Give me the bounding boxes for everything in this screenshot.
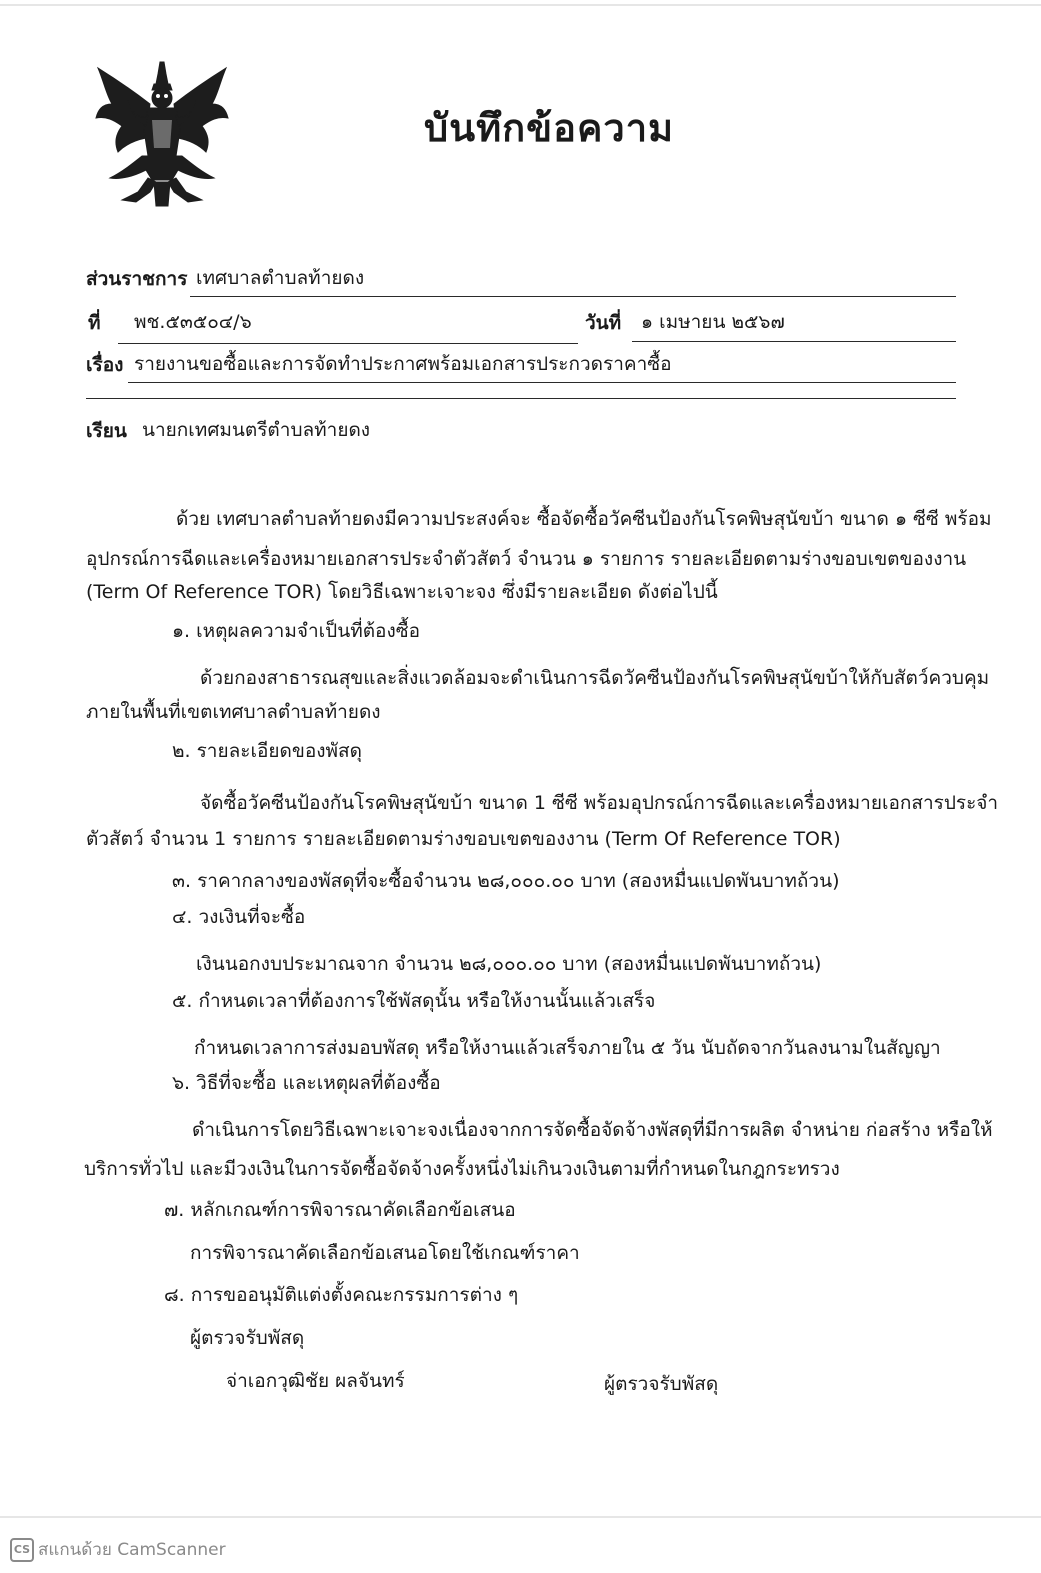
ref-rule	[118, 343, 578, 344]
section-7-heading: ๗. หลักเกณฑ์การพิจารณาคัดเลือกข้อเสนอ	[164, 1199, 516, 1221]
section-1-heading: ๑. เหตุผลความจำเป็นที่ต้องซื้อ	[172, 620, 421, 642]
garuda-emblem	[92, 60, 232, 212]
agency-value: เทศบาลตำบลท้ายดง	[196, 267, 365, 289]
section-3-heading: ๓. ราคากลางของพัสดุที่จะซื้อจำนวน ๒๘,๐๐๐.๐๐ บาท (สองหมื่นแปดพันบาทถ้วน)	[172, 870, 840, 892]
subject-rule	[128, 382, 956, 383]
scanner-text: สแกนด้วย CamScanner	[38, 1540, 226, 1560]
section-4-heading: ๔. วงเงินที่จะซื้อ	[172, 906, 306, 928]
section-5-text: กำหนดเวลาการส่งมอบพัสดุ หรือให้งานแล้วเสร็จภายใน ๕ วัน นับถัดจากวันลงนามในสัญญา	[194, 1037, 941, 1059]
intro-line-2: อุปกรณ์การฉีดและเครื่องหมายเอกสารประจำตัวสัตว์ จำนวน ๑ รายการ รายละเอียดตามร่างขอบเขตของงาน	[86, 548, 967, 570]
inspector-role: ผู้ตรวจรับพัสดุ	[604, 1373, 719, 1395]
intro-line-1: ด้วย เทศบาลตำบลท้ายดงมีความประสงค์จะ ซื้อจัดซื้อวัคซีนป้องกันโรคพิษสุนัขบ้า ขนาด ๑ ซีซี พร้อม	[176, 508, 992, 530]
section-2-heading: ๒. รายละเอียดของพัสดุ	[172, 740, 362, 762]
section-6-heading: ๖. วิธีที่จะซื้อ และเหตุผลที่ต้องซื้อ	[172, 1072, 441, 1094]
agency-rule	[190, 296, 956, 297]
date-label: วันที่	[585, 312, 622, 334]
section-6-line-2: บริการทั่วไป และมีวงเงินในการจัดซื้อจัดจ้างครั้งหนึ่งไม่เกินวงเงินตามที่กำหนดในกฎกระทรวง	[84, 1158, 840, 1180]
memo-title: บันทึกข้อความ	[424, 106, 675, 150]
inspector-name: จ่าเอกวุฒิชัย ผลจันทร์	[226, 1370, 405, 1392]
to-label: เรียน	[86, 420, 127, 442]
section-2-line-2: ตัวสัตว์ จำนวน 1 รายการ รายละเอียดตามร่างขอบเขตของงาน (Term Of Reference TOR)	[86, 828, 841, 850]
section-7-text: การพิจารณาคัดเลือกข้อเสนอโดยใช้เกณฑ์ราคา	[190, 1242, 580, 1264]
scan-edge-top	[0, 4, 1041, 6]
section-8-subheading: ผู้ตรวจรับพัสดุ	[190, 1327, 305, 1349]
scanner-watermark	[10, 1536, 226, 1563]
subject-label: เรื่อง	[86, 354, 124, 376]
ref-value: พช.๕๓๕๐๔/๖	[134, 311, 252, 333]
scan-edge-bottom	[0, 1516, 1041, 1518]
section-6-line-1: ดำเนินการโดยวิธีเฉพาะเจาะจงเนื่องจากการจัดซื้อจัดจ้างพัสดุที่มีการผลิต จำหน่าย ก่อสร้าง หรือให้	[192, 1119, 993, 1141]
subject-value: รายงานขอซื้อและการจัดทำประกาศพร้อมเอกสารประกวดราคาซื้อ	[134, 353, 672, 375]
to-value: นายกเทศมนตรีตำบลท้ายดง	[142, 419, 371, 441]
section-1-line-1: ด้วยกองสาธารณสุขและสิ่งแวดล้อมจะดำเนินการฉีดวัคซีนป้องกันโรคพิษสุนัขบ้าให้กับสัตว์ควบคุม	[200, 667, 990, 689]
section-8-heading: ๘. การขออนุมัติแต่งตั้งคณะกรรมการต่าง ๆ	[164, 1284, 519, 1306]
intro-line-3: (Term Of Reference TOR) โดยวิธีเฉพาะเจาะจง ซึ่งมีรายละเอียด ดังต่อไปนี้	[86, 581, 718, 603]
date-rule	[632, 341, 956, 342]
date-value: ๑ เมษายน ๒๕๖๗	[641, 311, 785, 333]
ref-label: ที่	[88, 312, 101, 334]
agency-label: ส่วนราชการ	[86, 268, 188, 290]
section-2-line-1: จัดซื้อวัคซีนป้องกันโรคพิษสุนัขบ้า ขนาด 1 ซีซี พร้อมอุปกรณ์การฉีดและเครื่องหมายเอกสารประจำ	[200, 792, 999, 814]
camscanner-logo: CS	[10, 1538, 34, 1562]
section-1-line-2: ภายในพื้นที่เขตเทศบาลตำบลท้ายดง	[86, 701, 381, 723]
section-5-heading: ๕. กำหนดเวลาที่ต้องการใช้พัสดุนั้น หรือให้งานนั้นแล้วเสร็จ	[172, 990, 656, 1012]
header-divider	[86, 398, 956, 399]
section-4-text: เงินนอกงบประมาณจาก จำนวน ๒๘,๐๐๐.๐๐ บาท (สองหมื่นแปดพันบาทถ้วน)	[196, 953, 822, 975]
